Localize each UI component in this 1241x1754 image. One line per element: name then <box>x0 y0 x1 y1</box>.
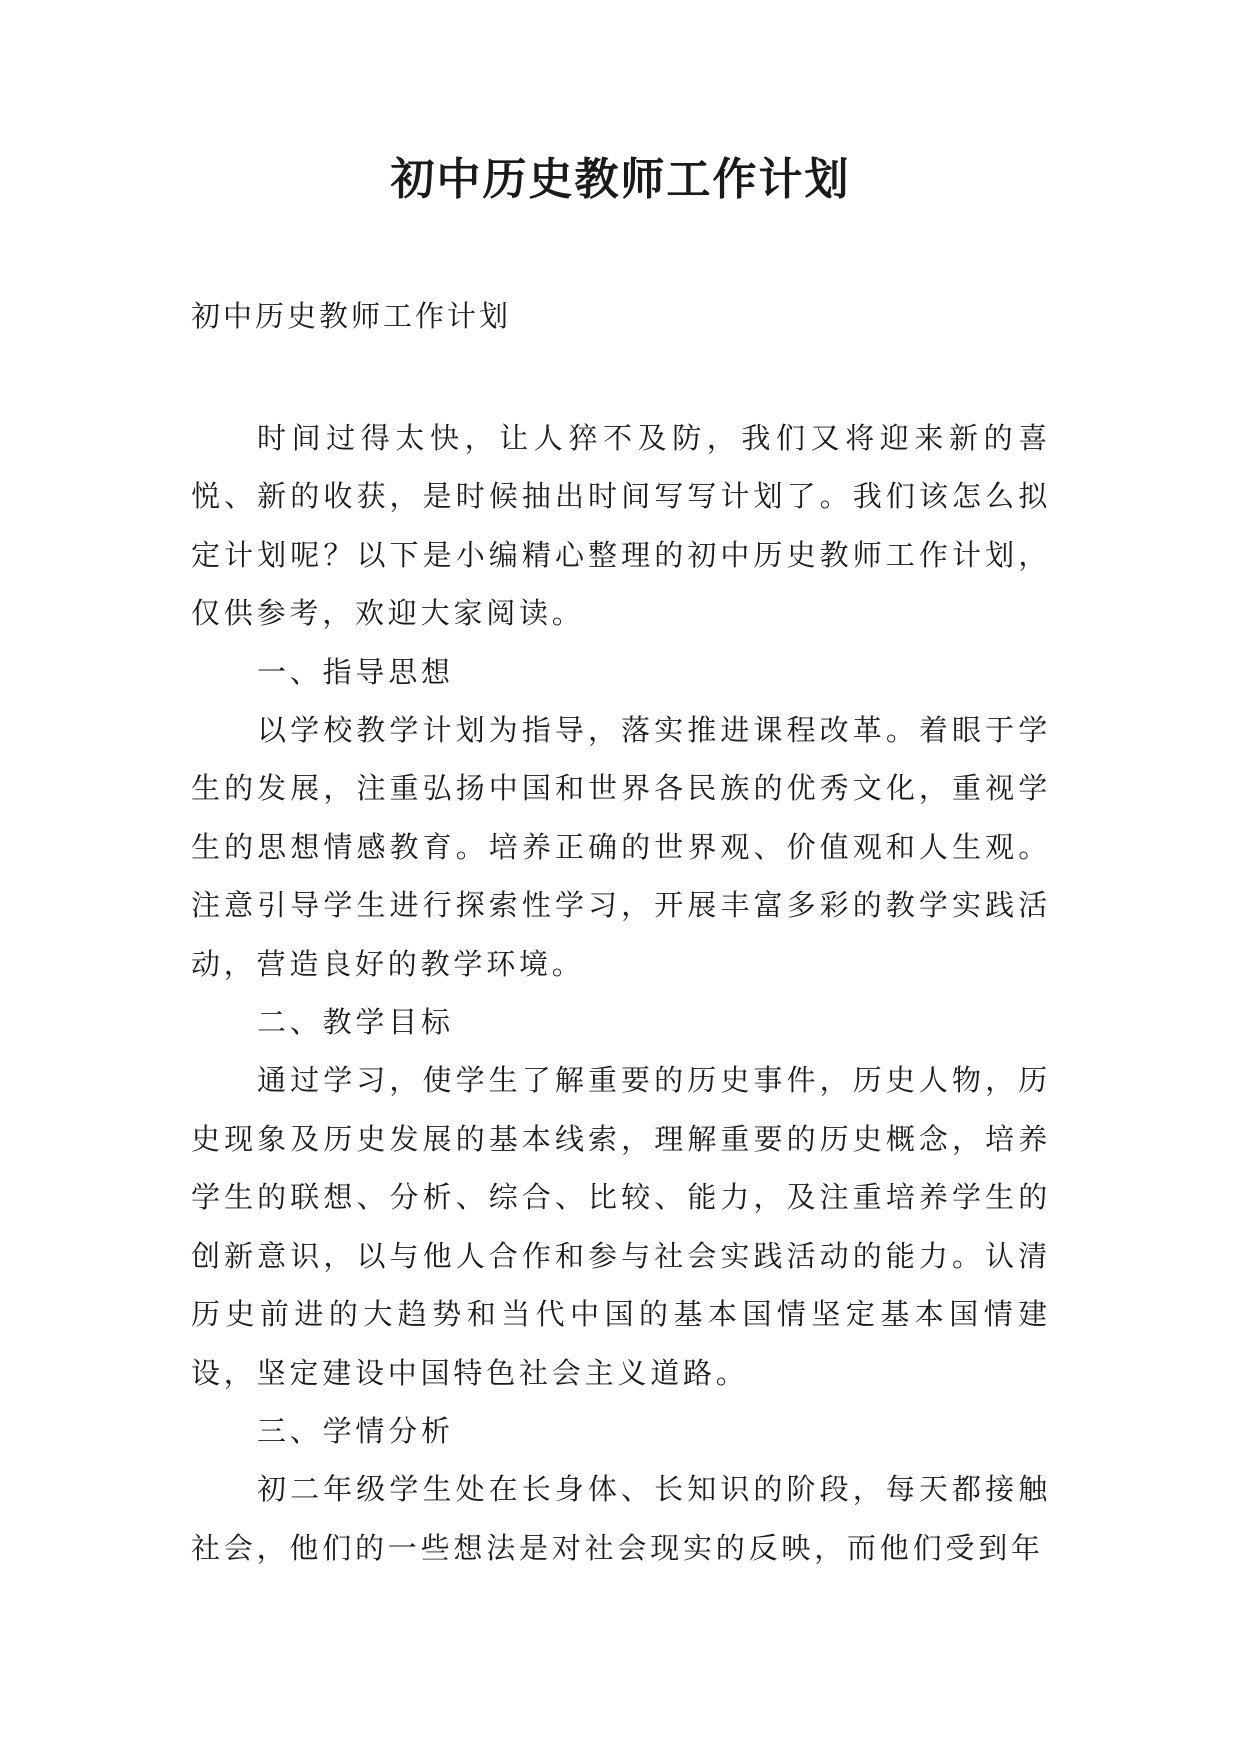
paragraph-teaching-goals: 通过学习，使学生了解重要的历史事件，历史人物，历史现象及历史发展的基本线索，理解重要的历史概念，培养学生的联想、分析、综合、比较、能力，及注重培养学生的创新意识，以与他人合作和参与社会实践活动的能力。认清历史前进的大趋势和当代中国的基本国情坚定基本国情建设，坚定建设中国特色社会主义道路。 <box>191 1063 1051 1390</box>
paragraph-guiding-ideology: 以学校教学计划为指导，落实推进课程改革。着眼于学生的发展，注重弘扬中国和世界各民族的优秀文化，重视学生的思想情感教育。培养正确的世界观、价值观和人生观。注意引导学生进行探索性学习，开展丰富多彩的教学实践活动，营造良好的教学环境。 <box>191 713 1051 981</box>
section-heading-student-analysis: 三、学情分析 <box>257 1413 454 1448</box>
section-heading-guiding-ideology: 一、指导思想 <box>257 654 454 689</box>
intro-paragraph: 时间过得太快，让人猝不及防，我们又将迎来新的喜悦、新的收获，是时候抽出时间写写计划了。我们该怎么拟定计划呢？以下是小编精心整理的初中历史教师工作计划，仅供参考，欢迎大家阅读。 <box>191 421 1051 631</box>
document-subtitle: 初中历史教师工作计划 <box>191 299 512 333</box>
document-title: 初中历史教师工作计划 <box>390 154 851 205</box>
section-heading-teaching-goals: 二、教学目标 <box>257 1005 454 1040</box>
paragraph-student-analysis: 初二年级学生处在长身体、长知识的阶段，每天都接触社会，他们的一些想法是对社会现实的反映，而他们受到年 <box>191 1472 1051 1565</box>
document-body <box>191 409 1051 1577</box>
